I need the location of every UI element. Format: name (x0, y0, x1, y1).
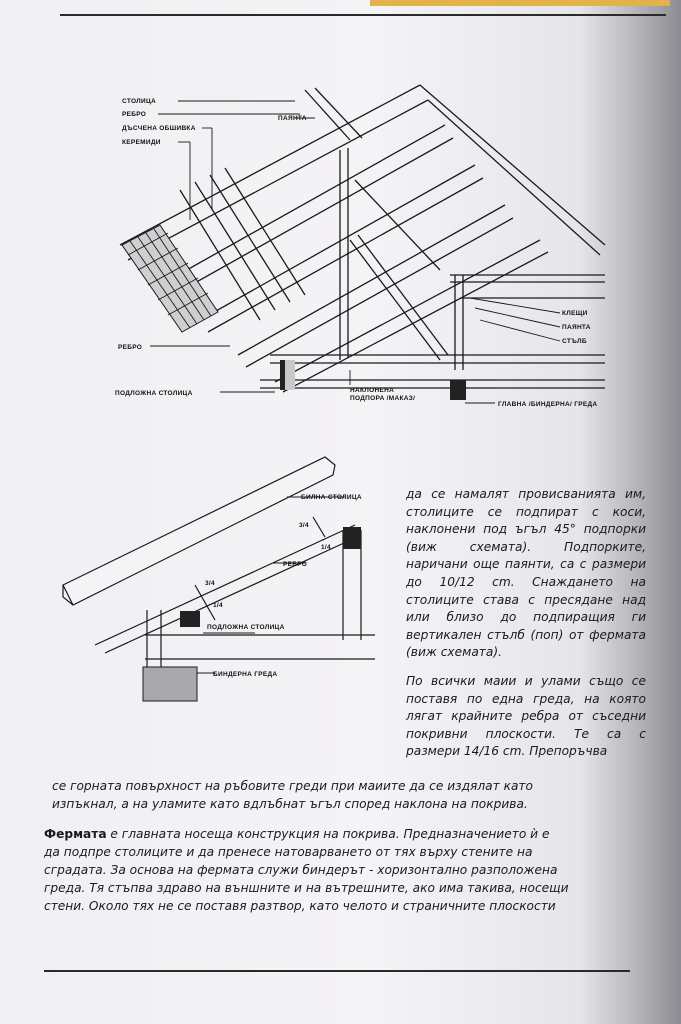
label-bilna-stolica: БИЛНА СТОЛИЦА (301, 494, 362, 501)
label-binderna-greda: БИНДЕРНА ГРЕДА (213, 671, 278, 678)
label-klechki: КЛЕЩИ (562, 310, 588, 317)
wall-block-right (450, 380, 466, 400)
label-rebro: РЕБРО (283, 561, 308, 568)
label-fraction-1-4-b: 1/4 (321, 544, 331, 551)
label-dask-obshivka: ДЪСЧЕНА ОБШИВКА (122, 125, 196, 132)
label-payanta-right: ПАЯНТА (562, 324, 591, 331)
roof-structure-figure (100, 70, 620, 430)
paragraph-hips-valleys: По всички маии и улами също се поставя по една греда, на която лягат крайните ребра от съседни покривни плоскости. Те са с размери 14/16 cm. Препоръчва (406, 673, 646, 759)
text-line-3 (44, 826, 644, 844)
label-fraction-3-4-a: 3/4 (205, 580, 215, 587)
label-naklonena-1: НАКЛОНЕНА (350, 387, 395, 394)
right-column-text (406, 486, 646, 761)
bilna-stolica-section (343, 527, 361, 549)
label-podlozhna-stolica-detail: ПОДЛОЖНА СТОЛИЦА (207, 624, 285, 631)
label-podlozhna-stolica: ПОДЛОЖНА СТОЛИЦА (115, 390, 193, 397)
text-line-6: греда. Тя стъпва здраво на външните и на вътрешните, ако има такива, носещи (44, 881, 569, 895)
text-line-2: изпъкнал, а на уламите като вдлъбнат ъгъл според наклона на покрива. (52, 797, 528, 811)
text-line-5: сградата. За основа на фермата служи биндерът - хоризонтално разположена (44, 863, 558, 877)
term-ferma: Фермата (44, 827, 107, 841)
label-rebro-top: РЕБРО (122, 111, 147, 118)
text-line-3-rest: е главната носеща конструкция на покрива. Предназначението ѝ е (106, 827, 550, 841)
top-color-accent (370, 0, 670, 6)
purlin-detail-figure (55, 445, 400, 710)
label-keremidi: КЕРЕМИДИ (122, 139, 161, 146)
label-glavna-greda: ГЛАВНА /БИНДЕРНА/ ГРЕДА (498, 401, 598, 408)
text-line-7: стени. Около тях не се поставя разтвор, като челото и страничните плоскости (44, 899, 556, 913)
paragraph-supports: да се намалят провисванията им, столиците се подпират с коси, наклонени под ъгъл 45° подпорки (виж схемата). Подпорките, наричани още паянти, са с размери до 10/12 cm. Снаждането на столиците става с пресядане над или близо до подпиращия ги вертикален стълб (поп) от фермата (виж схемата). (406, 487, 646, 660)
label-payanta: ПАЯНТА (278, 115, 307, 122)
label-fraction-3-4-b: 3/4 (299, 522, 309, 529)
bottom-rule (44, 970, 630, 972)
text-line-1: се горната повърхност на ръбовите греди при маиите да се издялат като (52, 779, 533, 793)
label-fraction-1-4-a: 1/4 (213, 602, 223, 609)
top-rule (60, 14, 666, 16)
text-line-4: да подпре столиците и да пренесе натоварването от тях върху стените на (44, 845, 533, 859)
label-naklonena-2: ПОДПОРА /МАКАЗ/ (350, 395, 416, 402)
label-staval: СТЪЛБ (562, 338, 587, 345)
label-stolica: СТОЛИЦА (122, 98, 157, 105)
wall-section (143, 667, 197, 701)
label-rebro-bottom: РЕБРО (118, 344, 143, 351)
podlozhna-stolica-section (180, 611, 200, 627)
